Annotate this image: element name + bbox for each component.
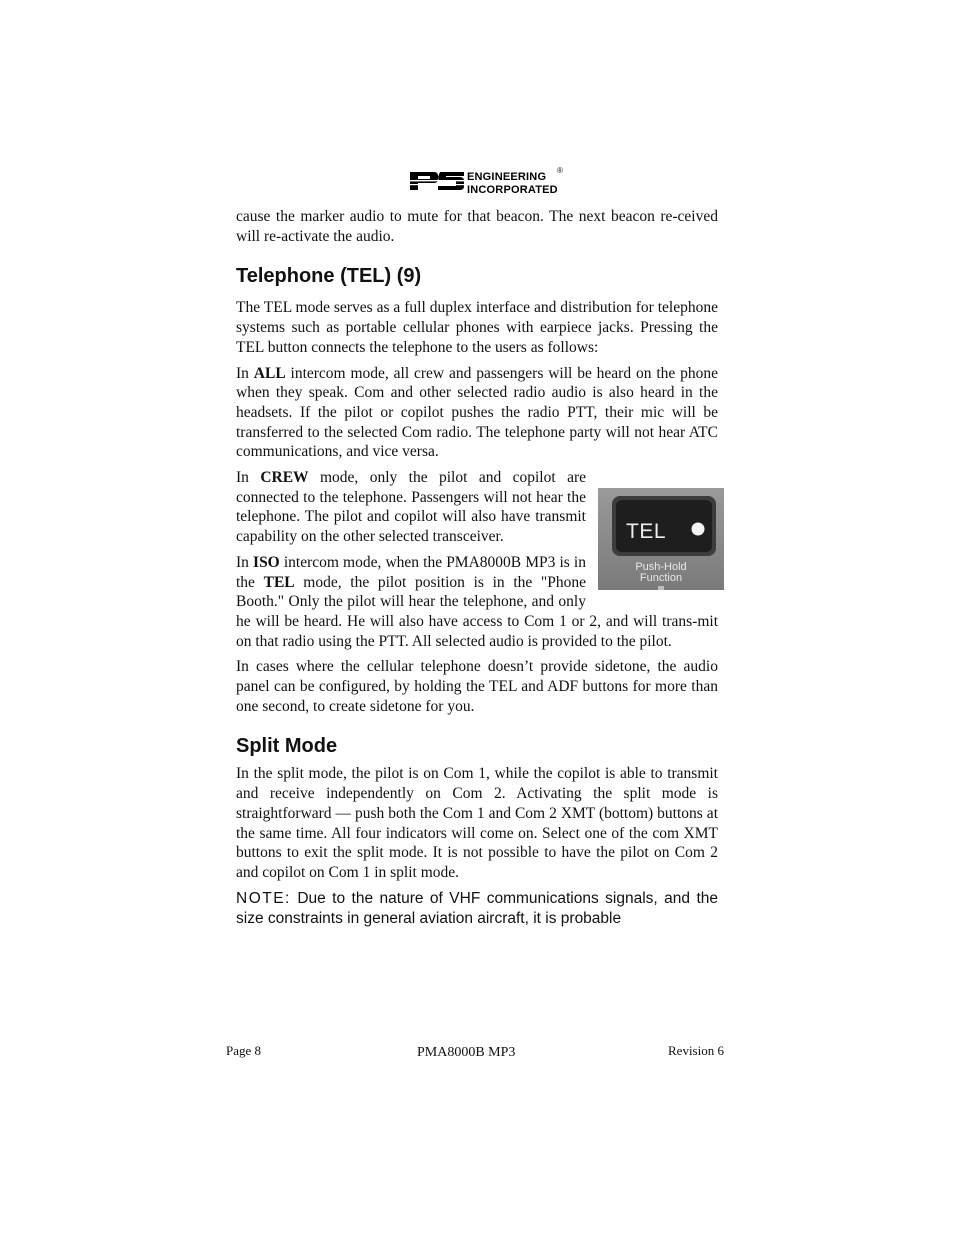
tel-crew-paragraph: In CREW mode, only the pilot and copilot are connected to the telephone. Passengers will not hear the telephone. The pilot and copilot will also have transmit capability on the other selected transceiver.	[236, 469, 586, 546]
push-hold-caption: Push-Hold Function	[635, 561, 687, 585]
tel-button-figure	[598, 488, 724, 590]
tel-indicator-light	[692, 523, 705, 536]
iso-mode-label: ISO	[253, 553, 280, 571]
tel-all-paragraph: In ALL intercom mode, all crew and passengers will be heard on the phone when they speak. Com and other selected radio audio is also heard in the headsets. If the pilot or copilot pushes the radio PTT, their mic will be transferred to the selected Com radio. The telephone party will not hear ATC communications, and vice versa.	[236, 364, 718, 461]
logo-line-incorporated: INCORPORATED	[467, 184, 558, 196]
registered-mark: ®	[557, 166, 563, 175]
tel-mode-label: TEL	[263, 573, 295, 591]
tel-button-label: TEL	[626, 520, 667, 544]
ps-logo-mark	[410, 168, 464, 194]
logo-line-engineering: ENGINEERING	[467, 171, 547, 183]
logo-text	[467, 171, 558, 197]
tel-button-panel	[598, 488, 724, 590]
footer-revision: Revision 6	[668, 1043, 724, 1058]
page-content	[236, 207, 718, 936]
footer-model: PMA8000B MP3	[417, 1045, 516, 1060]
footer-page-number: Page 8	[226, 1043, 262, 1058]
split-mode-heading: Split Mode	[236, 735, 338, 758]
note-label: NOTE:	[236, 889, 291, 907]
company-logo	[410, 168, 570, 200]
all-mode-label: ALL	[253, 364, 286, 382]
note-paragraph: NOTE: Due to the nature of VHF communications signals, and the size constraints in general aviation aircraft, it is probable	[236, 889, 718, 928]
crew-mode-label: CREW	[260, 469, 309, 487]
telephone-heading: Telephone (TEL) (9)	[236, 265, 422, 288]
sidetone-paragraph: In cases where the cellular telephone doesn’t provide sidetone, the audio panel can be configured, by holding the TEL and ADF buttons for more than one second, to create sidetone for you.	[236, 658, 718, 715]
split-mode-paragraph: In the split mode, the pilot is on Com 1, while the copilot is able to transmit and receive independently on Com 2. Activating the split mode is straightforward — push both the Com 1 and Com 2 XMT (bottom) buttons at the same time. All four indicators will come on. Select one of the com XMT buttons to exit the split mode. It is not possible to have the pilot on Com 2 and copilot on Com 1 in split mode.	[236, 765, 718, 881]
intro-paragraph: cause the marker audio to mute for that beacon. The next beacon re-ceived will re-activate the audio.	[236, 208, 718, 245]
tel-iso-paragraph: In ISO intercom mode, when the PMA8000B MP3 is in the TEL mode, the pilot position is in the "Phone Booth." Only the pilot will hear the telephone, and only he will be heard. He will also have access to Com 1 or 2, and will trans-mit on that radio using the PTT. All selected audio is provided to the pilot.	[236, 553, 718, 650]
tel-intro-paragraph: The TEL mode serves as a full duplex interface and distribution for telephone systems such as portable cellular phones with earpiece jacks. Pressing the TEL button connects the telephone to the users as follows:	[236, 299, 718, 356]
